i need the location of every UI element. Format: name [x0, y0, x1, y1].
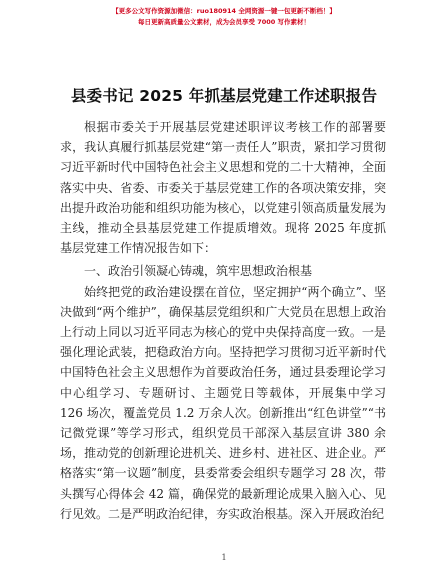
page-number: 1 [221, 553, 227, 562]
intro-paragraph: 根据市委关于开展基层党建述职评议考核工作的部署要求，我认真履行抓基层党建“第一责任人”职责，紧扣学习贯彻习近平新时代中国特色社会主义思想和党的二十大精神，全面落实中央、省委、市委关于基层党建工作的各项决策安排，突出提升政治功能和组织功能为核心，以党建引领高质量发展为主线，推动全县基层党建工作提质增效。现将 2025 年度抓基层党建工作情况报告如下： [60, 120, 386, 256]
section-1-paragraph: 始终把党的政治建设摆在首位，坚定拥护“两个确立”、坚决做到“两个维护”，确保基层党组织和广大党员在思想上政治上行动上同以习近平同志为核心的党中央保持高度一致。一是强化理论武装，把稳政治方向。坚持把学习贯彻习近平新时代中国特色社会主义思想作为首要政治任务，通过县委理论学习中心组学习、专题研讨、主题党日等载体，开展集中学习 126 场次，覆盖党员 1.2 万余人次。创新推出“红色讲堂”“书记微党课”等学习形式，组织党员干部深入基层宣讲 380 余场，推动党的创新理论进机关、进乡村、进社区、进企业。严格落实“第一议题”制度，县委常委会组织专题学习 28 次，带头撰写心得体会 42 篇，确保党的最新理论成果入脑入心、见行见效。二是严明政治纪律，夯实政治根基。深入开展政治纪 [60, 284, 386, 521]
section-1-heading: 一、政治引领凝心铸魂，筑牢思想政治根基 [84, 264, 313, 279]
promo-banner [0, 6, 448, 28]
promo-banner-line-2: 每日更新高质量公文素材，成为会员享受 7000 写作素材！ [137, 18, 311, 26]
document-title: 县委书记 2025 年抓基层党建工作述职报告 [70, 87, 378, 105]
document-body [60, 117, 386, 524]
promo-banner-line-1: 【更多公文写作资源加微信：ruo180914 全网资源一键一包更新不断档！】 [112, 7, 336, 15]
